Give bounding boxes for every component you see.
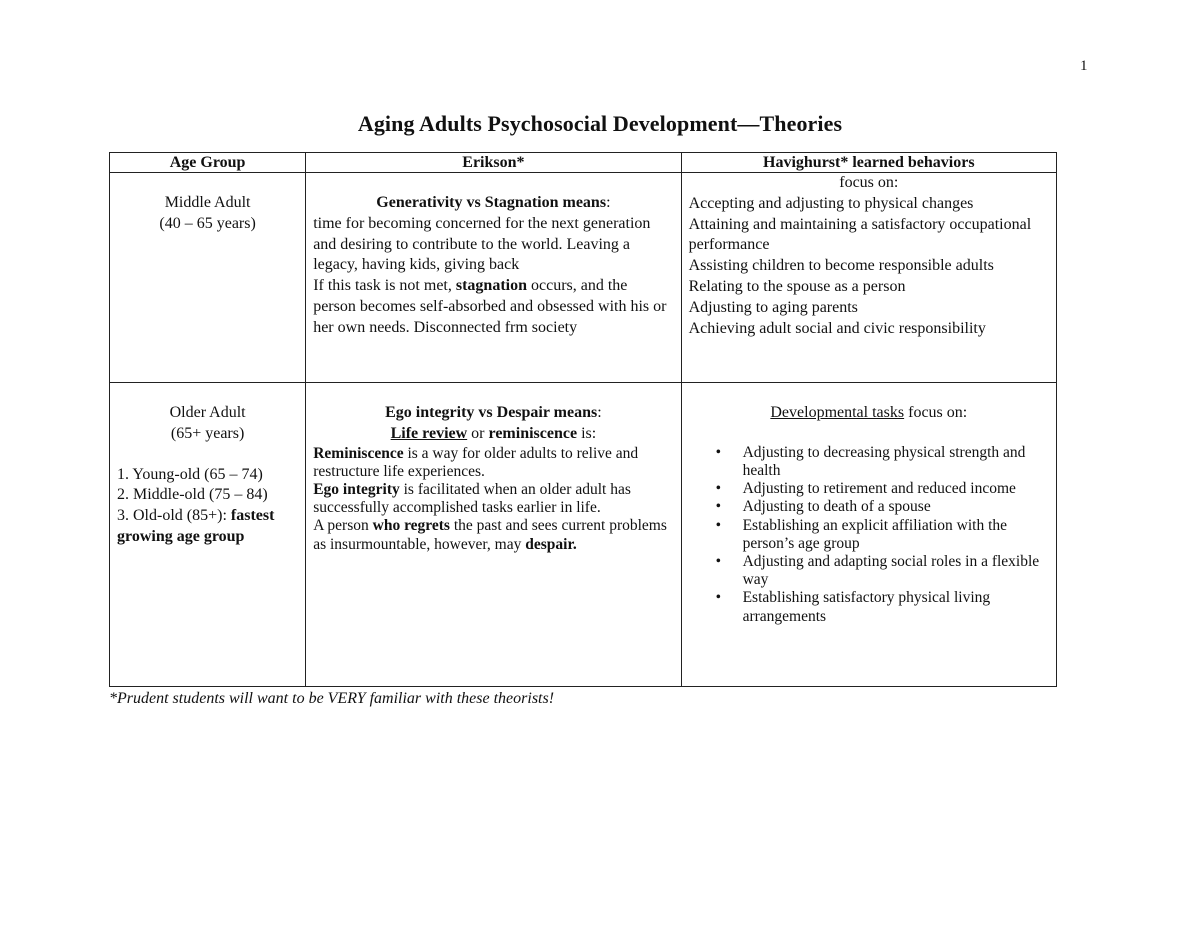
header-erikson: Erikson* [306,153,681,173]
middle-erikson-text2-b: occurs, and the person becomes self-absorbed and obsessed with his or her own needs. Disconnected frm society [313,277,667,336]
list-item [689,480,1049,498]
p1-text: is a way for older adults to relive and restructure life experiences. [313,444,639,480]
footnote: *Prudent students will want to be VERY familiar with these theorists! [109,690,555,707]
p2-bold: Ego integrity [313,481,400,498]
middle-havighurst-item: Adjusting to aging parents [688,298,858,316]
p3-a: A person [313,517,373,535]
developmental-tasks-term: Developmental tasks [770,404,905,421]
theories-table [109,152,1057,687]
p3-b: the past and sees current problems as insurmountable, however, may [313,517,667,553]
table-row-middle-adult [110,173,1057,383]
older-erikson-heading-colon: : [597,404,602,421]
list-item-text: Adjusting to retirement and reduced income [742,480,1016,498]
middle-erikson-heading-text: Generativity vs Stagnation means [376,194,607,211]
bullet-icon: • [715,553,722,571]
older-subgroup: 1. Young-old (65 – 74) [117,465,263,483]
older-subgroup-3-bold: fastest growing age group [117,507,275,545]
middle-erikson-text1: time for becoming concerned for the next generation and desiring to contribute to the world. Leaving a legacy, having kids, giving back [313,214,651,274]
older-erikson-p3 [313,517,673,553]
older-erikson-heading-text: Ego integrity vs Despair means [385,404,598,421]
cell-older-havighurst [681,383,1056,687]
list-item-text: Adjusting to death of a spouse [742,498,931,516]
middle-havighurst-item: Attaining and maintaining a satisfactory occupational performance [688,215,1032,254]
list-item-text: Establishing an explicit affiliation with the person’s age group [742,516,1008,552]
bullet-icon: • [715,443,722,461]
cell-older-age [110,383,306,687]
table-row-older-adult [110,383,1057,687]
bullet-icon: • [715,589,722,607]
older-subgroup-3-text: 3. Old-old (85+): [117,507,231,525]
middle-erikson-heading [313,193,673,214]
list-item [689,589,1049,625]
developmental-tasks-rest: focus on: [904,404,968,421]
document-title: Aging Adults Psychosocial Development—Theories [357,111,843,136]
middle-erikson-text2 [313,276,673,338]
middle-havighurst-item: Achieving adult social and civic responsibility [688,319,986,337]
middle-erikson-text2-a: If this task is not met, [313,277,456,295]
older-erikson-heading [313,403,673,424]
older-havighurst-list [689,444,1049,626]
header-age-group: Age Group [110,153,306,173]
middle-havighurst-item: Assisting children to become responsible adults [688,257,994,275]
list-item [689,553,1049,589]
middle-erikson-heading-colon: : [606,194,611,211]
list-item-text: Adjusting and adapting social roles in a flexible way [742,553,1040,589]
older-age-range: (65+ years) [170,424,245,442]
p3-bold: who regrets [372,517,450,535]
list-item [689,517,1049,553]
list-item-text: Adjusting to decreasing physical strength and health [742,443,1026,479]
older-havighurst-heading [689,403,1049,424]
older-erikson-p2 [313,481,673,517]
middle-havighurst-intro: focus on: [839,174,899,191]
reminiscence-term: reminiscence [488,424,578,442]
life-review-is: is: [577,424,597,442]
older-erikson-p1 [313,445,673,481]
p1-bold: Reminiscence [313,444,404,462]
cell-older-erikson [306,383,681,687]
page-number: 1 [1080,58,1088,74]
life-review-term: Life review [390,424,468,442]
middle-havighurst-item: Accepting and adjusting to physical changes [688,194,974,212]
cell-middle-erikson [306,173,681,383]
list-item [689,444,1049,480]
p3-bold2: despair. [525,535,577,553]
list-item [689,498,1049,516]
middle-erikson-text2-bold: stagnation [455,277,527,295]
older-subgroup-3 [117,506,298,548]
older-life-review-line [313,424,673,445]
life-review-or: or [467,424,489,442]
older-erikson-body [313,445,673,554]
list-item-text: Establishing satisfactory physical living arrangements [742,589,991,625]
middle-havighurst-item: Relating to the spouse as a person [688,277,906,295]
middle-age-range: (40 – 65 years) [159,214,256,232]
bullet-icon: • [715,498,722,516]
bullet-icon: • [715,480,722,498]
header-havighurst: Havighurst* learned behaviors [681,153,1056,173]
cell-middle-age [110,173,306,383]
older-age-label: Older Adult [169,404,246,421]
bullet-icon: • [715,516,722,534]
older-subgroup: 2. Middle-old (75 – 84) [117,486,268,504]
middle-age-label: Middle Adult [164,194,251,211]
cell-middle-havighurst [681,173,1056,383]
table-header-row [110,153,1057,173]
p2-text: is facilitated when an older adult has successfully accomplished tasks earlier in life. [313,481,631,517]
